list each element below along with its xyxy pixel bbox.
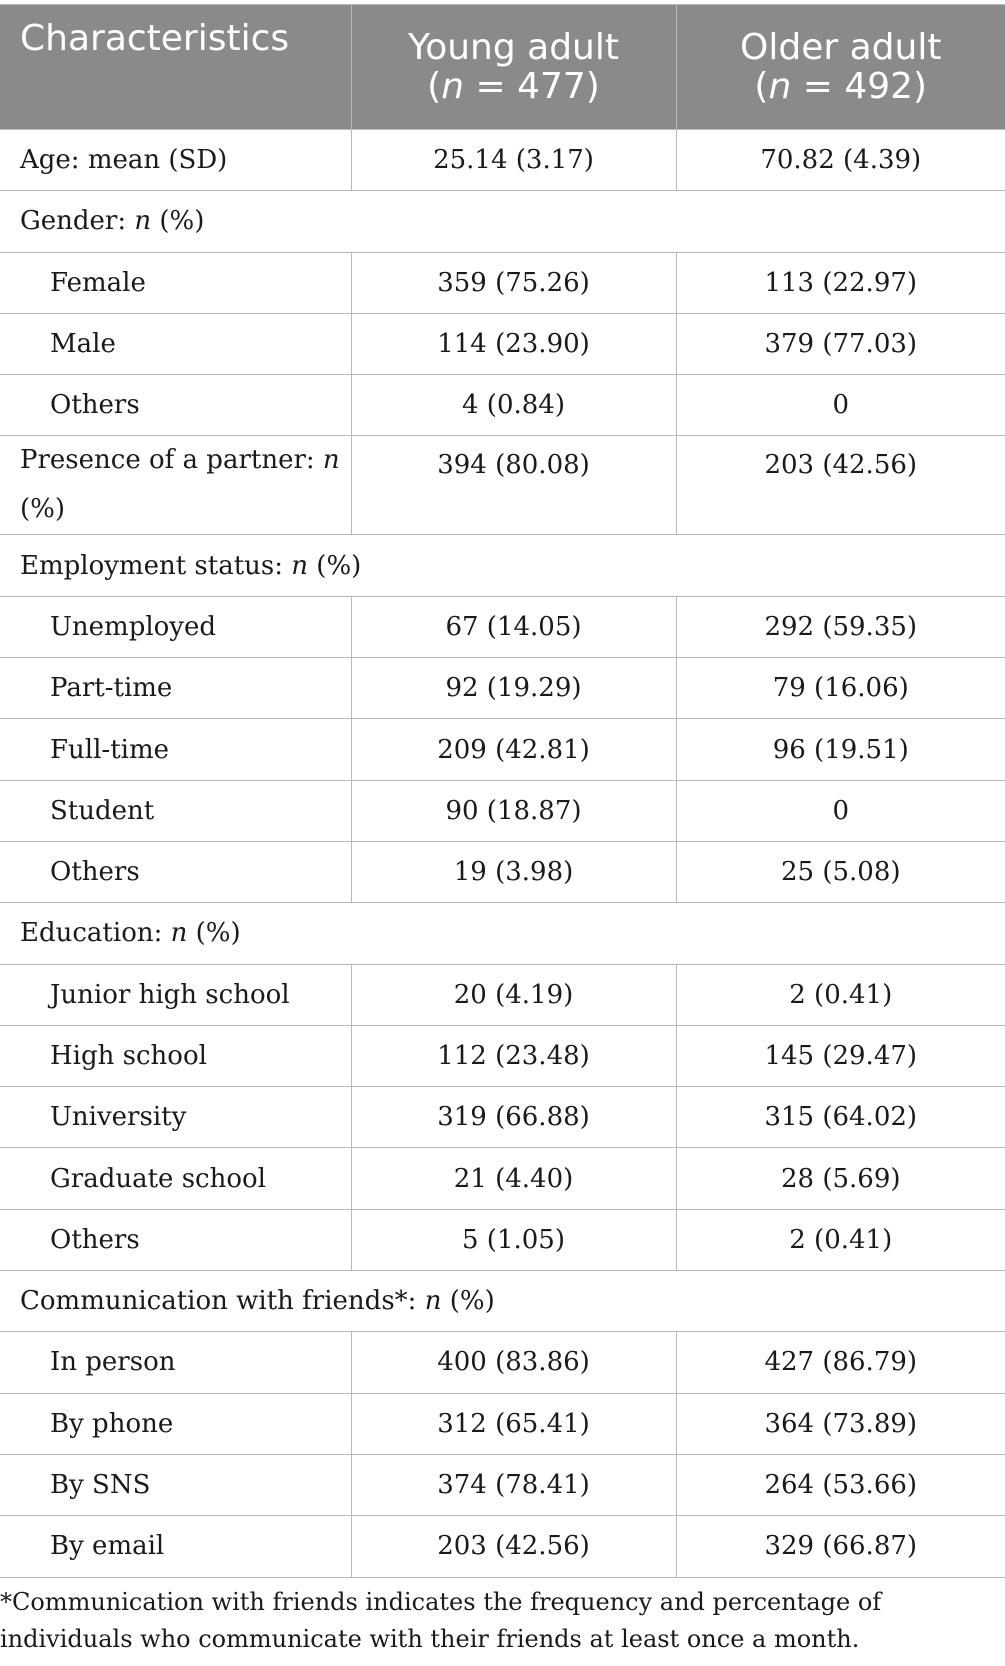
row-label: Others [0,1209,351,1270]
young-value: 25.14 (3.17) [351,130,676,191]
table-row-student [0,780,1005,841]
row-label-partner [0,436,351,535]
header-older-n: n [768,66,792,107]
table-row-part-time [0,658,1005,719]
section-label-n: n [424,1286,442,1317]
table-row-junior-high [0,964,1005,1025]
table-row-in-person [0,1332,1005,1393]
header-older-open-paren: ( [754,66,769,107]
section-label-suffix: (%) [308,550,362,581]
table-row-graduate [0,1148,1005,1209]
row-label: In person [0,1332,351,1393]
older-value: 203 (42.56) [676,436,1005,535]
row-label: By phone [0,1393,351,1454]
older-value: 329 (66.87) [676,1516,1005,1577]
young-value: 203 (42.56) [351,1516,676,1577]
row-label: By SNS [0,1454,351,1515]
table-row-age [0,130,1005,191]
row-label: Others [0,841,351,902]
older-value: 96 (19.51) [676,719,1005,780]
older-value: 113 (22.97) [676,252,1005,313]
table-row-by-email [0,1516,1005,1577]
young-value: 4 (0.84) [351,375,676,436]
young-value: 114 (23.90) [351,313,676,374]
older-value: 70.82 (4.39) [676,130,1005,191]
row-label: Graduate school [0,1148,351,1209]
row-label: Age: mean (SD) [0,130,351,191]
row-label-suffix: (%) [20,494,65,525]
young-value: 19 (3.98) [351,841,676,902]
young-value: 21 (4.40) [351,1148,676,1209]
row-label: Full-time [0,719,351,780]
row-label: Unemployed [0,596,351,657]
table-row-by-phone [0,1393,1005,1454]
young-value: 374 (78.41) [351,1454,676,1515]
table-row-by-sns [0,1454,1005,1515]
row-label-n: n [322,445,340,476]
young-value: 394 (80.08) [351,436,676,535]
older-value: 292 (59.35) [676,596,1005,657]
older-value: 2 (0.41) [676,964,1005,1025]
header-young-adult [351,5,676,130]
older-value: 427 (86.79) [676,1332,1005,1393]
section-label-gender [0,191,1005,252]
row-label: Part-time [0,658,351,719]
table-row-male [0,313,1005,374]
table-row-high-school [0,1025,1005,1086]
header-row [0,5,1005,130]
table-container [0,4,1005,1658]
older-value: 145 (29.47) [676,1025,1005,1086]
section-label-suffix: (%) [187,918,241,949]
section-label-suffix: (%) [151,206,205,237]
young-value: 112 (23.48) [351,1025,676,1086]
older-value: 264 (53.66) [676,1454,1005,1515]
older-value: 379 (77.03) [676,313,1005,374]
table-row-partner [0,436,1005,535]
row-label: Male [0,313,351,374]
young-value: 5 (1.05) [351,1209,676,1270]
header-characteristics: Characteristics [0,5,351,130]
older-value: 25 (5.08) [676,841,1005,902]
section-label-suffix: (%) [441,1286,495,1317]
row-label-text: Presence of a partner: [20,445,323,476]
table-row-employment-others [0,841,1005,902]
section-label-text: Education: [20,918,171,949]
row-label: High school [0,1025,351,1086]
table-row-education-others [0,1209,1005,1270]
young-value: 400 (83.86) [351,1332,676,1393]
section-label-n: n [170,918,188,949]
table-row-gender-others [0,375,1005,436]
older-value: 315 (64.02) [676,1087,1005,1148]
young-value: 92 (19.29) [351,658,676,719]
header-young-open-paren: ( [427,66,442,107]
older-value: 0 [676,780,1005,841]
older-value: 0 [676,375,1005,436]
header-older-adult [676,5,1005,130]
section-row-education [0,903,1005,964]
section-row-communication [0,1271,1005,1332]
section-label-education [0,903,1005,964]
section-label-text: Communication with friends*: [20,1286,425,1317]
row-label: University [0,1087,351,1148]
older-value: 2 (0.41) [676,1209,1005,1270]
section-label-employment [0,535,1005,596]
young-value: 359 (75.26) [351,252,676,313]
header-older-count: = 492) [791,66,928,107]
table-row-university [0,1087,1005,1148]
young-value: 312 (65.41) [351,1393,676,1454]
header-young-title: Young adult [407,27,619,68]
row-label: Junior high school [0,964,351,1025]
table-row-female [0,252,1005,313]
section-label-n: n [291,550,309,581]
row-label: Student [0,780,351,841]
table-footnote: *Communication with friends indicates the frequency and percentage of individuals who communicate with their friends at least once a month. [0,1587,882,1653]
older-value: 28 (5.69) [676,1148,1005,1209]
table-row-unemployed [0,596,1005,657]
row-label: Others [0,375,351,436]
older-value: 79 (16.06) [676,658,1005,719]
header-young-count: = 477) [464,66,600,107]
older-value: 364 (73.89) [676,1393,1005,1454]
young-value: 319 (66.88) [351,1087,676,1148]
row-label: By email [0,1516,351,1577]
header-young-n: n [441,66,465,107]
section-label-text: Employment status: [20,550,292,581]
row-label: Female [0,252,351,313]
characteristics-table [0,4,1005,1578]
young-value: 209 (42.81) [351,719,676,780]
section-row-employment [0,535,1005,596]
table-row-full-time [0,719,1005,780]
section-label-communication [0,1271,1005,1332]
young-value: 67 (14.05) [351,596,676,657]
section-label-n: n [134,206,152,237]
young-value: 90 (18.87) [351,780,676,841]
header-older-title: Older adult [740,27,942,68]
young-value: 20 (4.19) [351,964,676,1025]
section-row-gender [0,191,1005,252]
section-label-text: Gender: [20,206,135,237]
